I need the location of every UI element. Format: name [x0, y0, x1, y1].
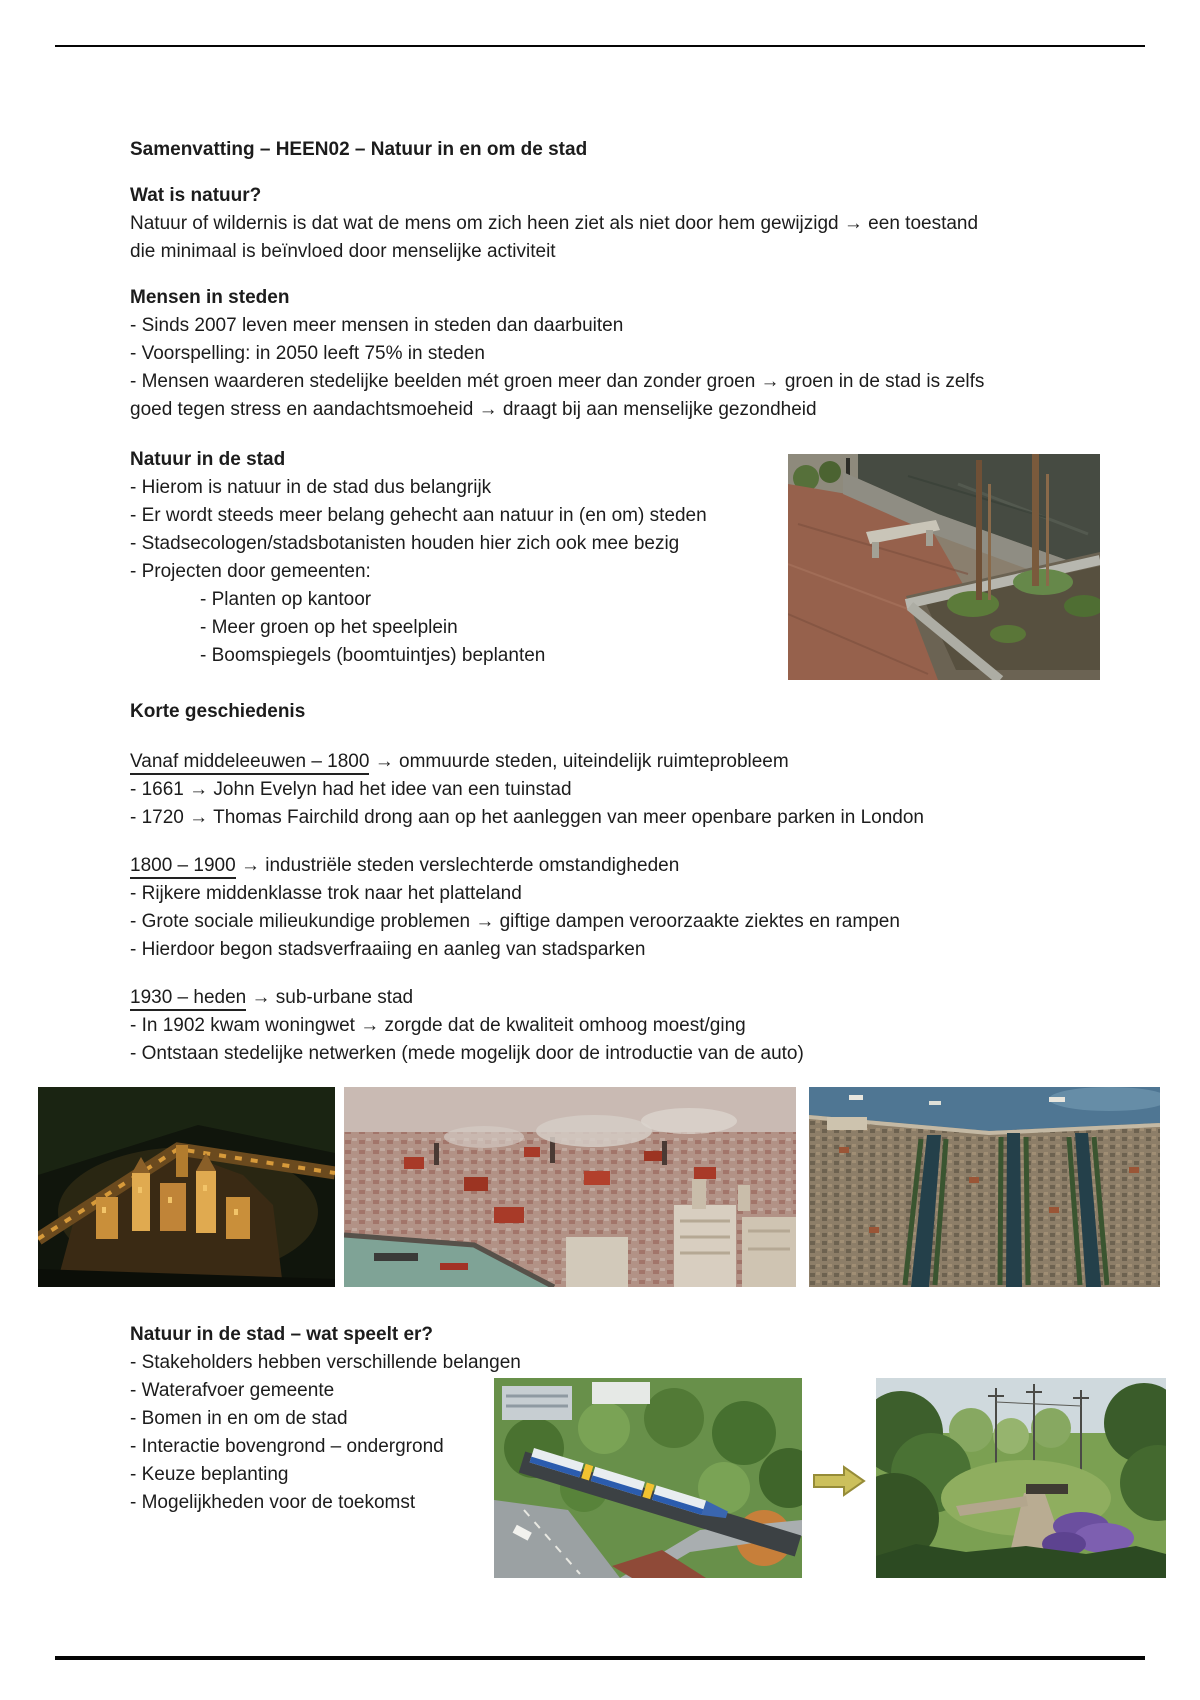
green-park-illustration	[876, 1378, 1166, 1578]
period-1930-heden	[130, 984, 1080, 1068]
bullet-item: - Er wordt steeds meer belang gehecht aan natuur in (en om) steden	[130, 505, 707, 526]
period-description: → sub-urbane stad	[246, 987, 414, 1008]
period-description: → ommuurde steden, uiteindelijk ruimteprobleem	[369, 751, 789, 772]
bullet-item: - Stadsecologen/stadsbotanisten houden hier zich ook mee bezig	[130, 533, 680, 554]
section-wat-is-natuur	[130, 182, 1080, 266]
paragraph-line: Natuur of wildernis is dat wat de mens om zich heen ziet als niet door hem gewijzigd → een toestand	[130, 213, 979, 234]
bullet-item: - Bomen in en om de stad	[130, 1408, 348, 1429]
right-arrow-icon	[812, 1463, 866, 1499]
bullet-item-continuation: goed tegen stress en aandachtsmoeheid → draagt bij aan menselijke gezondheid	[130, 399, 817, 420]
bullet-item: - Waterafvoer gemeente	[130, 1380, 335, 1401]
boomspiegel-illustration	[788, 454, 1100, 680]
bullet-item: - Hierom is natuur in de stad dus belangrijk	[130, 477, 492, 498]
bullet-item: - Projecten door gemeenten:	[130, 561, 371, 582]
bullet-item: - Ontstaan stedelijke netwerken (mede mogelijk door de introductie van de auto)	[130, 1043, 804, 1064]
photo-green-park	[876, 1378, 1166, 1578]
bullet-item: - Stakeholders hebben verschillende belangen	[130, 1352, 521, 1373]
bullet-item: - Hierdoor begon stadsverfraaiing en aanleg van stadsparken	[130, 939, 646, 960]
page-title: Samenvatting – HEEN02 – Natuur in en om de stad	[130, 139, 588, 160]
photo-medieval-walled-city	[38, 1087, 335, 1287]
photo-boomspiegel-canal	[788, 454, 1100, 680]
right-arrow-shape	[812, 1463, 866, 1499]
section-heading: Wat is natuur?	[130, 185, 262, 206]
bullet-item: - 1661 → John Evelyn had het idee van een tuinstad	[130, 779, 572, 800]
photo-train-viaduct	[494, 1378, 802, 1578]
sub-bullet-item: - Planten op kantoor	[200, 589, 372, 610]
top-rule	[55, 45, 1145, 47]
section-heading: Natuur in de stad	[130, 449, 286, 470]
photo-industrial-city	[344, 1087, 796, 1287]
bullet-item: - Sinds 2007 leven meer mensen in steden dan daarbuiten	[130, 315, 624, 336]
period-range: 1930 – heden	[130, 987, 246, 1011]
industrial-city-illustration	[344, 1087, 796, 1287]
amsterdam-aerial-illustration	[809, 1087, 1160, 1287]
period-1800-1900	[130, 852, 1080, 964]
bullet-item: - In 1902 kwam woningwet → zorgde dat de kwaliteit omhoog moest/ging	[130, 1015, 746, 1036]
period-middeleeuwen-1800	[130, 748, 1080, 832]
bullet-item: - Voorspelling: in 2050 leeft 75% in steden	[130, 343, 485, 364]
section-korte-geschiedenis	[130, 698, 1080, 726]
sub-bullet-item: - Meer groen op het speelplein	[200, 617, 458, 638]
section-heading: Natuur in de stad – wat speelt er?	[130, 1324, 434, 1345]
period-heading	[130, 748, 1080, 776]
section-heading: Korte geschiedenis	[130, 701, 306, 722]
bullet-item: - Interactie bovengrond – ondergrond	[130, 1436, 444, 1457]
train-viaduct-illustration	[494, 1378, 802, 1578]
photo-amsterdam-canals	[809, 1087, 1160, 1287]
period-range: Vanaf middeleeuwen – 1800	[130, 751, 369, 775]
bottom-rule	[55, 1656, 1145, 1660]
period-range: 1800 – 1900	[130, 855, 236, 879]
bullet-item: - Mensen waarderen stedelijke beelden mét groen meer dan zonder groen → groen in de stad is zelfs	[130, 371, 985, 392]
bullet-item: - Mogelijkheden voor de toekomst	[130, 1492, 416, 1513]
bullet-item: - Keuze beplanting	[130, 1464, 289, 1485]
sub-bullet-item: - Boomspiegels (boomtuintjes) beplanten	[200, 645, 546, 666]
section-heading: Mensen in steden	[130, 287, 290, 308]
bullet-item: - Rijkere middenklasse trok naar het platteland	[130, 883, 522, 904]
bullet-item: - Grote sociale milieukundige problemen → giftige dampen veroorzaakte ziektes en rampen	[130, 911, 900, 932]
period-description: → industriële steden verslechterde omstandigheden	[235, 855, 680, 876]
paragraph-line: die minimaal is beïnvloed door menselijke activiteit	[130, 241, 556, 262]
period-heading	[130, 852, 1080, 880]
period-heading	[130, 984, 1080, 1012]
section-mensen-in-steden	[130, 284, 1080, 424]
medieval-city-illustration	[38, 1087, 335, 1287]
bullet-item: - 1720 → Thomas Fairchild drong aan op het aanleggen van meer openbare parken in London	[130, 807, 924, 828]
